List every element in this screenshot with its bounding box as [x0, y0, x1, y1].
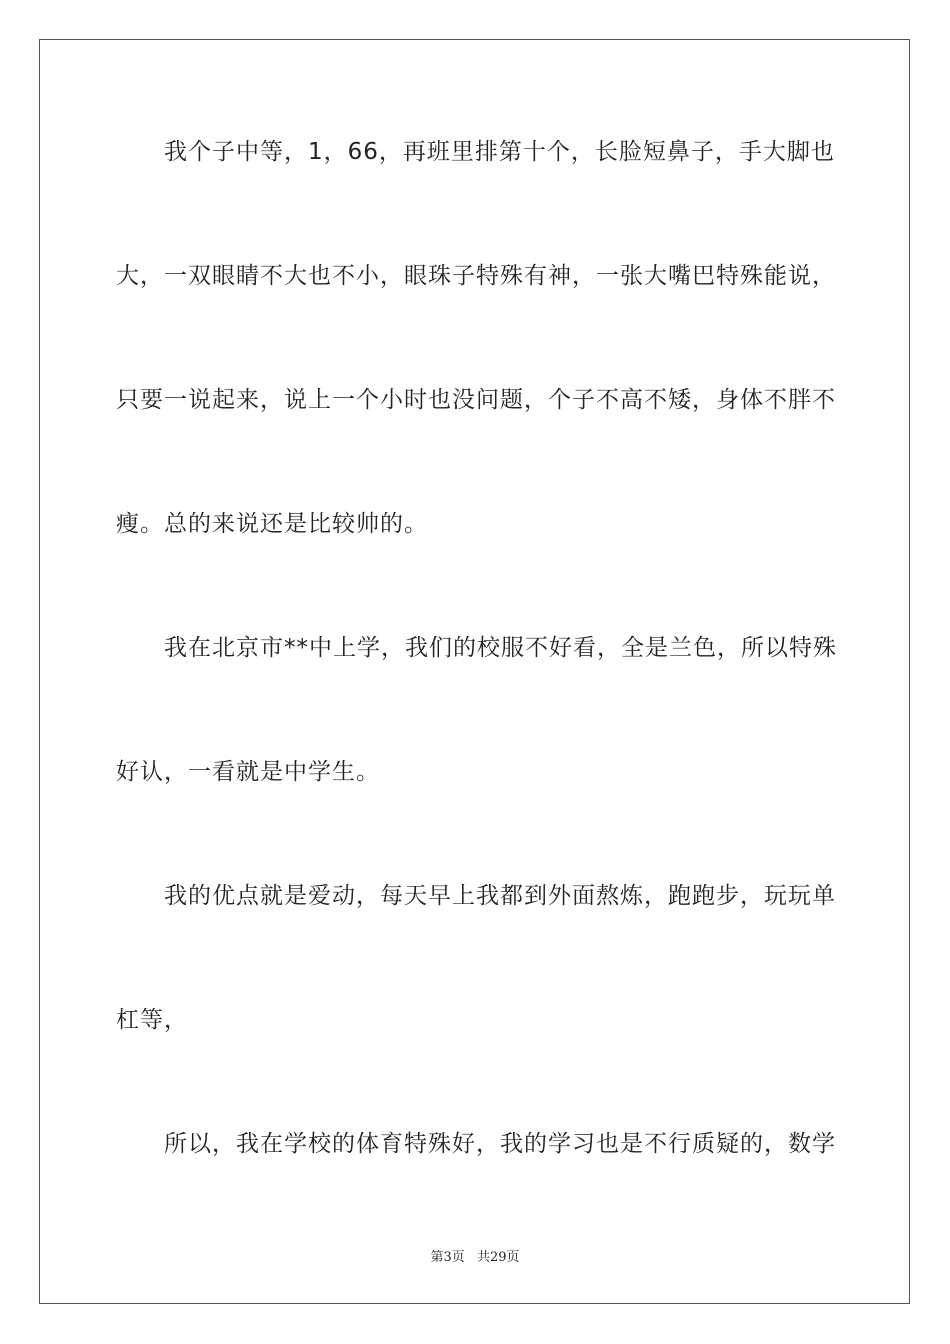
text-line-4: 瘦。总的来说还是比较帅的。: [116, 511, 428, 537]
text-line-6: 好认，一看就是中学生。: [116, 759, 380, 785]
text-line-2: 大，一双眼睛不大也不小，眼珠子特殊有神，一张大嘴巴特殊能说，: [116, 263, 836, 289]
text-line-5: 我在北京市**中上学，我们的校服不好看，全是兰色，所以特殊: [116, 635, 837, 661]
page-total: 共29页: [476, 1250, 520, 1265]
text-line-8: 杠等，: [116, 1007, 188, 1033]
text-line-1: 我个子中等，1，66，再班里排第十个，长脸短鼻子，手大脚也: [116, 139, 835, 165]
text-line-7: 我的优点就是爱动，每天早上我都到外面熬炼，跑跑步，玩玩单: [116, 883, 836, 909]
text-line-9: 所以，我在学校的体育特殊好，我的学习也是不行质疑的，数学: [116, 1131, 836, 1157]
text-line-3: 只要一说起来，说上一个小时也没问题，个子不高不矮，身体不胖不: [116, 387, 836, 413]
page-number: 第3页: [430, 1250, 465, 1265]
page-frame: [39, 39, 910, 1304]
page-footer: [0, 1246, 950, 1265]
